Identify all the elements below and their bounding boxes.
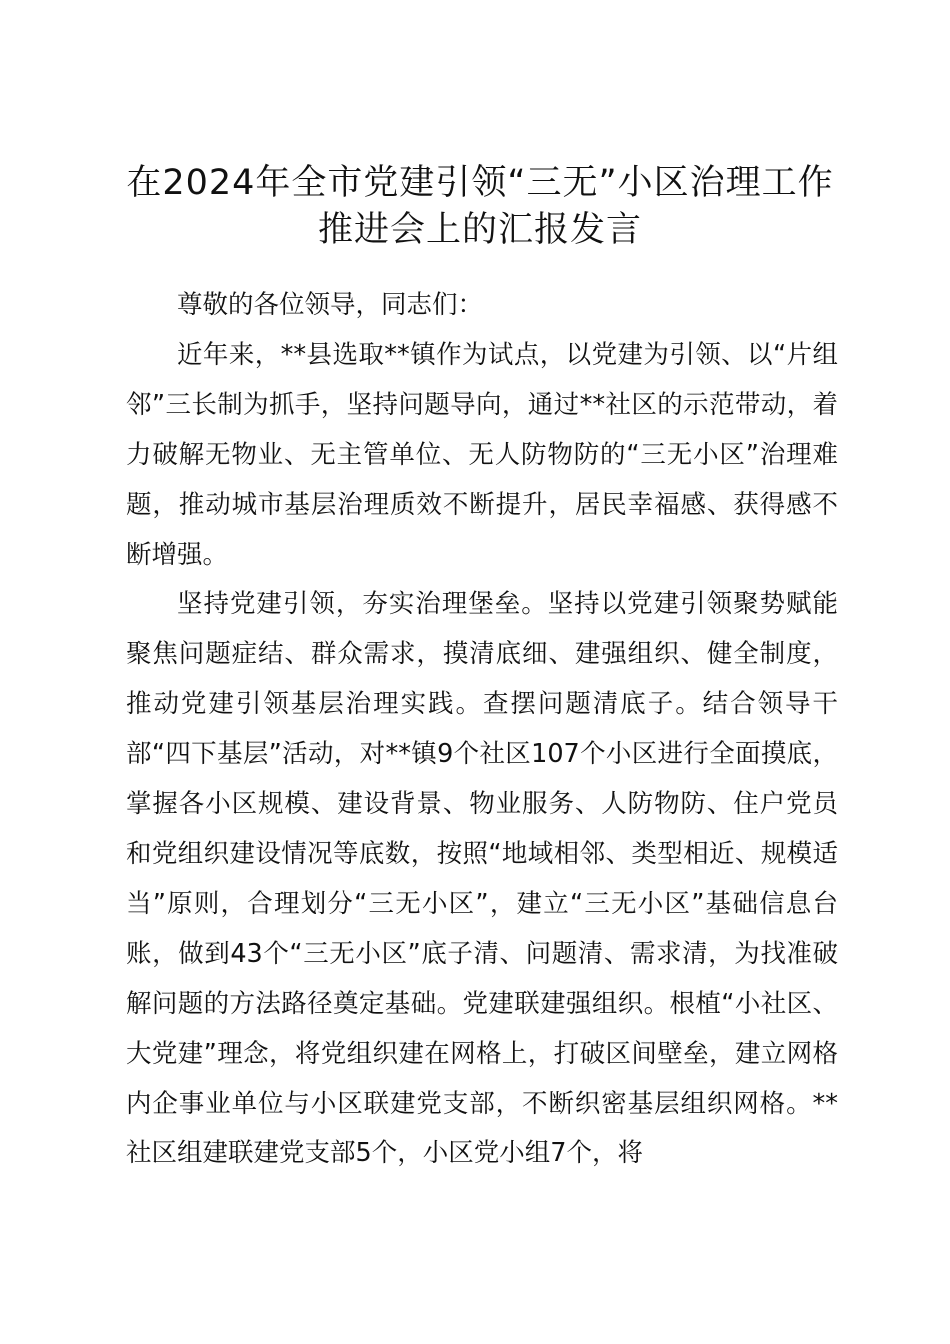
salutation: 尊敬的各位领导，同志们：	[177, 290, 484, 320]
paragraph-party-leadership: 坚持党建引领，夯实治理堡垒。坚持以党建引领聚势赋能聚焦问题症结、群众需求，摸清底细、建强组织、健全制度，推动党建引领基层治理实践。查摆问题清底子。结合领导干部“四下基层”活动，对**镇9个社区107个小区进行全面摸底，掌握各小区规模、建设背景、物业服务、人防物防、住户党员和党组织建设情况等底数，按照“地域相邻、类型相近、规模适当”原则，合理划分“三无小区”，建立“三无小区”基础信息台账，做到43个“三无小区”底子清、问题清、需求清，为找准破解问题的方法路径奠定基础。党建联建强组织。根植“小社区、大党建”理念，将党组织建在网格上，打破区间壁垒，建立网格内企事业单位与小区联建党支部，不断织密基层组织网格。**社区组建联建党支部5个，小区党小组7个，将	[126, 589, 838, 1169]
document-title: 在2024年全市党建引领“三无”小区治理工作推进会上的汇报发言	[126, 163, 834, 250]
document-body	[126, 281, 838, 1179]
paragraph-intro: 近年来，**县选取**镇作为试点，以党建为引领、以“片组邻”三长制为抓手，坚持问题导向，通过**社区的示范带动，着力破解无物业、无主管单位、无人防物防的“三无小区”治理难题，推动城市基层治理质效不断提升，居民幸福感、获得感不断增强。	[126, 339, 838, 570]
